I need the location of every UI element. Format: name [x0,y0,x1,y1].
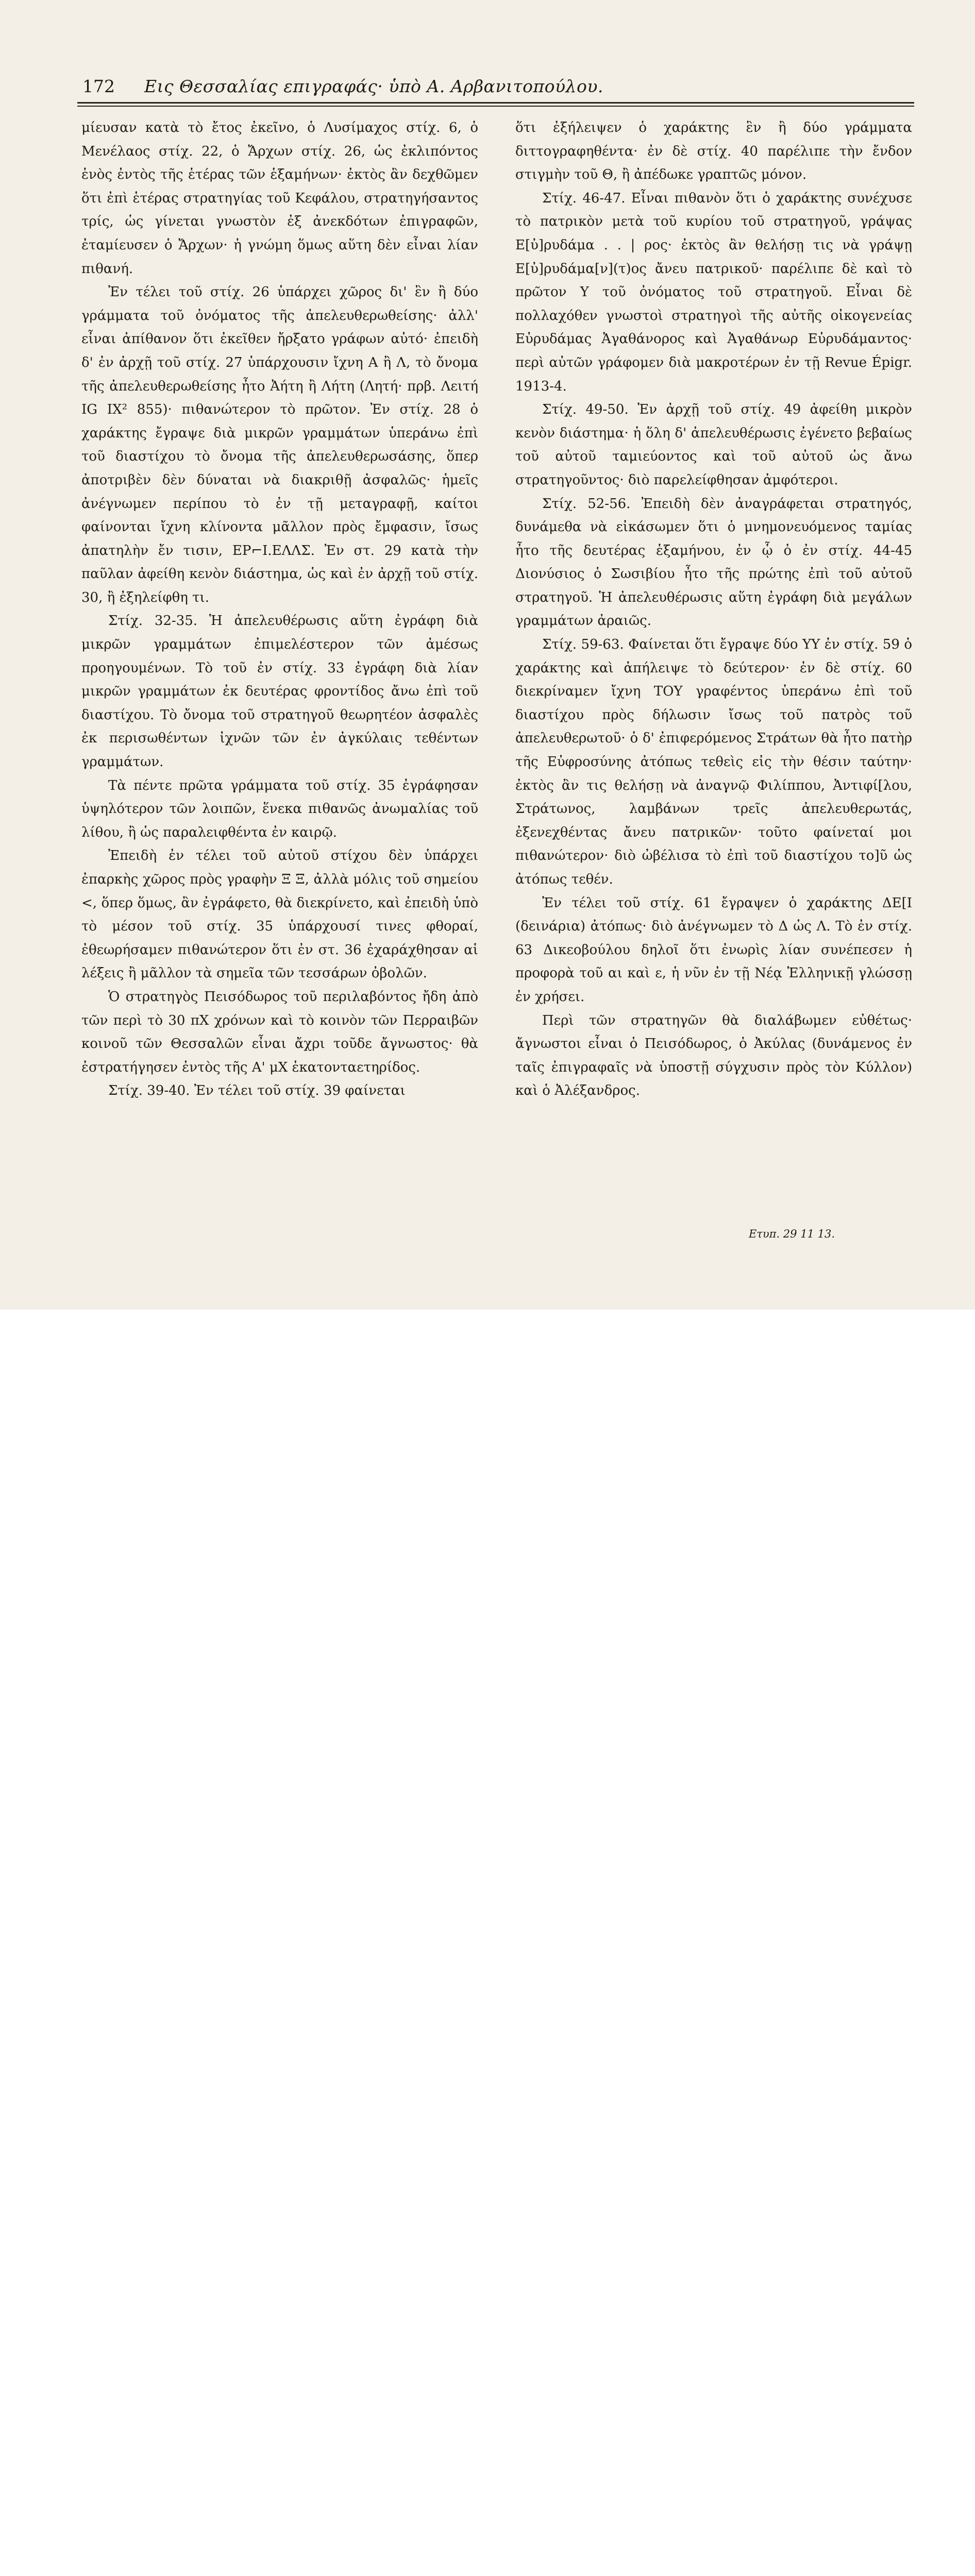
paragraph: Ἐπειδὴ ἐν τέλει τοῦ αὐτοῦ στίχου δὲν ὑπάρχει ἐπαρκὴς χῶρος πρὸς γραφὴν Ξ Ξ, ἀλλὰ μόλις τοῦ σημείου <, ὅπερ ὅμως, ἂν ἐγράφετο, θὰ διεκρίνετο, καὶ ἐπειδὴ ὑπὸ τὸ μέσον τοῦ στίχ. 35 ὑπάρχουσί τινες φθοραί, ἐθεωρήσαμεν πιθανώτερον ὅτι ἐν στ. 36 ἐχαράχθησαν αἱ λέξεις ἢ μᾶλλον τὰ σημεῖα τῶν τεσσάρων ὀβολῶν. [81,848,478,981]
paragraph: Τὰ πέντε πρῶτα γράμματα τοῦ στίχ. 35 ἐγράφησαν ὑψηλότερον τῶν λοιπῶν, ἕνεκα πιθανῶς ἀνωμαλίας τοῦ λίθου, ἢ ὡς παραλειφθέντα ἐν καιρῷ. [81,777,478,840]
running-title: Εις Θεσσαλίας επιγραφάς· ὑπὸ Α. Αρβανιτοπούλου. [144,76,603,96]
print-date-signature: Ετυπ. 29 11 13. [748,1228,835,1240]
page-number: 172 [82,76,115,96]
paragraph: Στίχ. 32-35. Ἡ ἀπελευθέρωσις αὕτη ἐγράφη διὰ μικρῶν γραμμάτων ἐπιμελέστερον τῶν ἀμέσως προηγουμένων. Τὸ τοῦ ἐν στίχ. 33 ἐγράφη διὰ λίαν μικρῶν γραμμάτων ἐκ δευτέρας φροντίδος ἄνω ἐπὶ τοῦ διαστίχου. Τὸ ὄνομα τοῦ στρατηγοῦ θεωρητέον ἀσφαλὲς ἐκ περισωθέντων ἰχνῶν τῶν ἐν ἀγκύλαις τεθέντων γραμμάτων. [81,613,478,770]
header-rule-top [77,102,914,104]
paragraph: Στίχ. 39-40. Ἐν τέλει τοῦ στίχ. 39 φαίνεται [108,1083,406,1099]
right-column [515,116,912,1103]
paragraph: Ἐν τέλει τοῦ στίχ. 26 ὑπάρχει χῶρος δι' ἓν ἢ δύο γράμματα τοῦ ὀνόματος τῆς ἀπελευθερωθείσης· ἀλλ' εἶναι ἀπίθανον ὅτι ἐκεῖθεν ἤρξατο γράφων αὐτό· ἐπειδὴ δ' ἐν ἀρχῇ τοῦ στίχ. 27 ὑπάρχουσιν ἴχνη Α ἢ Λ, τὸ ὄνομα τῆς ἀπελευθερωθείσης ἦτο Ἀήτη ἢ Λήτη (Λητή· πρβ. Λειτή IG IX² 855)· πιθανώτερον τὸ πρῶτον. Ἐν στίχ. 28 ὁ χαράκτης ἔγραψε διὰ μικρῶν γραμμάτων ὑπεράνω ἐπὶ τοῦ διαστίχου τὸ ὄνομα τῆς ἀπελευθερωσάσης, ὅπερ ἀποτριβὲν δὲν δύναται νὰ διακριθῇ ἀσφαλῶς· ἡμεῖς ἀνέγνωμεν περίπου τὸ ἐν τῇ μεταγραφῇ, καίτοι φαίνονται ἴχνη κλίνοντα μᾶλλον πρὸς ἔμφασιν, ἴσως ἀπατηλὴν ἔν τισιν, ΕΡ⌐Ι.ΕΛΛΣ. Ἐν στ. 29 κατὰ τὴν παῦλαν ἀφείθη κενὸν διάστημα, ὡς καὶ ἐν ἀρχῇ τοῦ στίχ. 30, ἢ ἐξηλείφθη τι. [81,284,478,605]
header-rule-bottom [77,106,914,107]
paragraph: Ὁ στρατηγὸς Πεισόδωρος τοῦ περιλαβόντος ἤδη ἀπὸ τῶν περὶ τὸ 30 πΧ χρόνων καὶ τὸ κοινὸν τῶν Περραιβῶν κοινοῦ τῶν Θεσσαλῶν εἶναι ἄχρι τοῦδε ἄγνωστος· θὰ ἐστρατήγησεν ἐντὸς τῆς Α' μΧ ἑκατονταετηρίδος. [81,989,478,1075]
paragraph: Ἐν τέλει τοῦ στίχ. 61 ἔγραψεν ὁ χαράκτης ΔΕ[Ι (δεινάρια) ἀτόπως· διὸ ἀνέγνωμεν τὸ Δ ὡς Λ. Τὸ ἐν στίχ. 63 Δικεοβούλου δηλοῖ ὅτι ἐνωρὶς λίαν συνέπεσεν ἡ προφορὰ τοῦ αι καὶ ε, ἡ νῦν ἐν τῇ Νέᾳ Ἑλληνικῇ γλώσσῃ ἐν χρήσει. [515,895,912,1005]
paragraph: μίευσαν κατὰ τὸ ἔτος ἐκεῖνο, ὁ Λυσίμαχος στίχ. 6, ὁ Μενέλαος στίχ. 22, ὁ Ἄρχων στίχ. 26, ὡς ἐκλιπόντος ἑνὸς ἐντὸς τῆς ἑτέρας τῶν ἑξαμήνων· ἐκτὸς ἂν δεχθῶμεν ὅτι ἐπὶ ἑτέρας στρατηγίας τοῦ Κεφάλου, στρατηγήσαντος τρίς, ὡς γίνεται γνωστὸν ἐξ ἀνεκδότων ἐπιγραφῶν, ἐταμίευσεν ὁ Ἄρχων· ἡ γνώμη ὅμως αὕτη δὲν εἶναι λίαν πιθανή. [81,120,478,277]
left-column [81,116,478,1103]
paragraph: Στίχ. 59-63. Φαίνεται ὅτι ἔγραψε δύο ΥΥ ἐν στίχ. 59 ὁ χαράκτης καὶ ἀπήλειψε τὸ δεύτερον· ἐν δὲ στίχ. 60 διεκρίναμεν ἴχνη ΤΟΥ γραφέντος ὑπεράνω ἐπὶ τοῦ διαστίχου πρὸς δήλωσιν ἴσως τοῦ πατρὸς τοῦ ἀπελευθερωτοῦ· ὁ δ' ἐπιφερόμενος Στράτων θὰ ἦτο πατὴρ τῆς Εὐφροσύνης ἀτόπως τεθεὶς εἰς τὴν θέσιν ταύτην· ἐκτὸς ἂν τις θελήσῃ νὰ ἀναγνῷ Φιλίππου, Ἀντιφί[λου, Στράτωνος, λαμβάνων τρεῖς ἀπελευθερωτάς, ἐξενεχθέντας ἄνευ πατρικῶν· τοῦτο φαίνεταί μοι πιθανώτερον· διὸ ὠβέλισα τὸ ἐπὶ τοῦ διαστίχου το]ῦ ὡς ἀτόπως τεθέν. [515,637,912,887]
paragraph: Στίχ. 52-56. Ἐπειδὴ δὲν ἀναγράφεται στρατηγός, δυνάμεθα νὰ εἰκάσωμεν ὅτι ὁ μνημονευόμενος ταμίας ἦτο τῆς δευτέρας ἑξαμήνου, ἐν ᾧ ὁ ἐν στίχ. 44-45 Διονύσιος ὁ Σωσιβίου ἦτο τῆς πρώτης ἐπὶ τοῦ αὐτοῦ στρατηγοῦ. Ἡ ἀπελευθέρωσις αὕτη ἐγράφη διὰ μεγάλων γραμμάτων ἀραιῶς. [515,496,912,629]
paragraph: Στίχ. 46-47. Εἶναι πιθανὸν ὅτι ὁ χαράκτης συνέχυσε τὸ πατρικὸν μετὰ τοῦ κυρίου τοῦ στρατηγοῦ, γράψας Ε[ὐ]ρυδάμα . . | ρος· ἐκτὸς ἂν θελήσῃ τις νὰ γράψῃ Ε[ὐ]ρυδάμα[ν](τ)ος ἄνευ πατρικοῦ· παρέλιπε δὲ καὶ τὸ πρῶτον Υ τοῦ ὀνόματος τοῦ στρατηγοῦ. Εἶναι δὲ πολλαχόθεν γνωστοὶ στρατηγοὶ τῆς αὐτῆς οἰκογενείας Εὐρυδάμας Ἀγαθάνορος καὶ Ἀγαθάνωρ Εὐρυδάμαντος· περὶ αὐτῶν γράφομεν διὰ μακροτέρων ἐν τῇ Revue Épigr. 1913-4. [515,190,912,394]
paragraph: Στίχ. 49-50. Ἐν ἀρχῇ τοῦ στίχ. 49 ἀφείθη μικρὸν κενὸν διάστημα· ἡ ὅλη δ' ἀπελευθέρωσις ἐγένετο βεβαίως τοῦ αὐτοῦ ταμιεύοντος καὶ τοῦ αὐτοῦ ὡς ἄνω στρατηγοῦντος· διὸ παρελείφθησαν ἀμφότεροι. [515,402,912,488]
digitization-footer [0,1310,975,1393]
paragraph: ὅτι ἐξήλειψεν ὁ χαράκτης ἓν ἢ δύο γράμματα διττογραφηθέντα· ἐν δὲ στίχ. 40 παρέλιπε τὴν ἔνδον στιγμὴν τοῦ Θ, ἢ ἀπέδωκε γραπτῶς μόνον. [515,120,912,183]
paragraph: Περὶ τῶν στρατηγῶν θὰ διαλάβωμεν εὐθέτως· ἄγνωστοι εἶναι ὁ Πεισόδωρος, ὁ Ἀκύλας (δυνάμενος ἐν ταῖς ἐπιγραφαῖς νὰ ὑποστῇ σύγχυσιν πρὸς τὸν Κύλλον) καὶ ὁ Ἀλέξανδρος. [515,1012,912,1099]
